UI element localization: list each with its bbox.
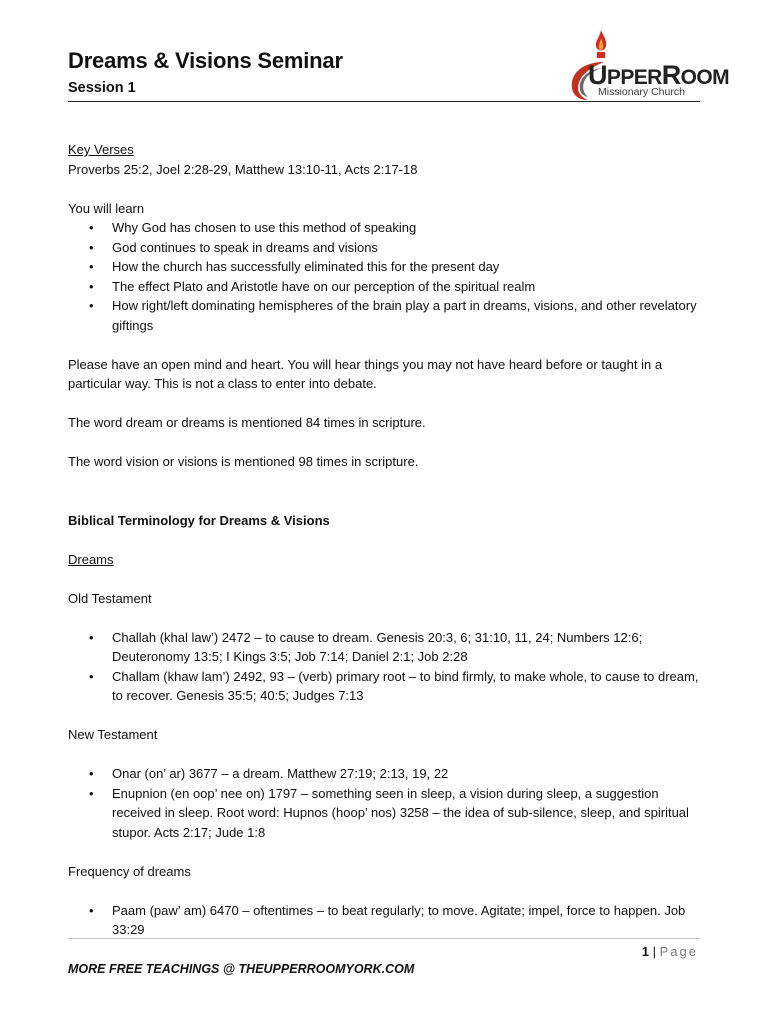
footer-divider (68, 938, 700, 939)
logo-tagline: Missionary Church (598, 86, 685, 98)
upperroom-logo (568, 30, 729, 102)
session-label: Session 1 (68, 80, 136, 96)
terminology-heading: Biblical Terminology for Dreams & Visions (68, 512, 330, 528)
open-mind-paragraph: Please have an open mind and heart. You will hear things you may not have heard before or taught in a particular way. This is not a class to enter into debate. (68, 356, 663, 391)
logo-brand-text: UPPERROOM (588, 60, 729, 90)
page-number: 1 | Page (641, 944, 698, 959)
list-item: • God continues to speak in dreams and visions (68, 238, 708, 258)
flame-icon (594, 30, 608, 58)
old-testament-list (68, 628, 708, 706)
dream-count-paragraph: The word dream or dreams is mentioned 84 times in scripture. (68, 415, 426, 430)
document-body (68, 140, 708, 940)
new-testament-heading: New Testament (68, 727, 158, 742)
list-item: • Enupnion (en oop’ nee on) 1797 – something seen in sleep, a vision during sleep, a suggestion received in sleep. Root word: Hupnos (hoop’ nos) 3258 – the idea of sub-silence, sleep, and spiritual stupor. Acts 2:17; Jude 1:8 (68, 784, 708, 843)
list-item: • Challah (khal law’) 2472 – to cause to dream. Genesis 20:3, 6; 31:10, 11, 24; Numbers 12:6; Deuteronomy 13:5; I Kings 3:5; Job 7:14; Daniel 2:1; Job 2:28 (68, 628, 708, 667)
frequency-heading: Frequency of dreams (68, 863, 191, 879)
new-testament-list (68, 764, 708, 842)
key-verses-text: Proverbs 25:2, Joel 2:28-29, Matthew 13:10-11, Acts 2:17-18 (68, 161, 418, 177)
list-item: • Challam (khaw lam’) 2492, 93 – (verb) primary root – to bind firmly, to make whole, to cause to dream, to recover. Genesis 35:5; 40:5; Judges 7:13 (68, 667, 708, 706)
list-item: • Onar (on’ ar) 3677 – a dream. Matthew 27:19; 2:13, 19, 22 (68, 764, 708, 784)
page-title: Dreams & Visions Seminar (68, 48, 343, 73)
list-item: • How right/left dominating hemispheres of the brain play a part in dreams, visions, and other revelatory giftings (68, 296, 708, 335)
list-item: • How the church has successfully eliminated this for the present day (68, 257, 708, 277)
list-item: • The effect Plato and Aristotle have on our perception of the spiritual realm (68, 277, 708, 297)
list-item: • Paam (paw’ am) 6470 – oftentimes – to beat regularly; to move. Agitate; impel, force to happen. Job 33:29 (68, 901, 708, 940)
learn-list (68, 218, 708, 335)
dreams-heading: Dreams (68, 551, 114, 567)
key-verses-heading: Key Verses (68, 142, 134, 157)
vision-count-paragraph: The word vision or visions is mentioned 98 times in scripture. (68, 454, 419, 469)
learn-heading: You will learn (68, 200, 145, 216)
old-testament-heading: Old Testament (68, 590, 152, 606)
list-item: • Why God has chosen to use this method of speaking (68, 218, 708, 238)
footer-teachings-text: MORE FREE TEACHINGS @ THEUPPERROOMYORK.COM (68, 962, 415, 976)
frequency-list (68, 901, 708, 940)
